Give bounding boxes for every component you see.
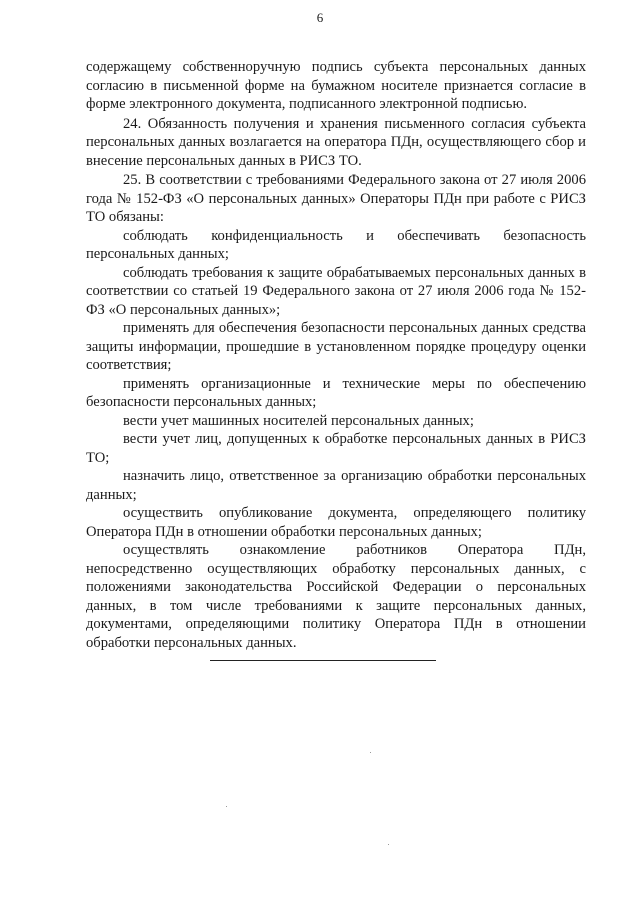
paragraph-item-24: 24. Обязанность получения и хранения письменного согласия субъекта персональных данных возлагается на оператора ПДн, осуществляющего сбор и внесение персональных данных в РИСЗ ТО. — [86, 115, 586, 169]
obligation-personnel-accounting: вести учет лиц, допущенных к обработке персональных данных в РИСЗ ТО; — [86, 431, 586, 466]
scan-speck — [370, 752, 371, 753]
obligation-staff-familiarization: осуществлять ознакомление работников Оператора ПДн, непосредственно осуществляющих обработку персональных данных, с положениями законодательства Российской Федерации о персональных данных, в том числе требованиями к защите персональных данных, документами, определяющими политику Оператора ПДн в отношении обработки персональных данных. — [86, 542, 586, 651]
obligation-protection-requirements: соблюдать требования к защите обрабатываемых персональных данных в соответствии со статьей 19 Федерального закона от 27 июля 2006 года № 152-ФЗ «О персональных данных»; — [86, 264, 586, 318]
obligation-confidentiality: соблюдать конфиденциальность и обеспечивать безопасность персональных данных; — [86, 227, 586, 262]
scan-speck — [226, 806, 227, 807]
obligation-security-tools: применять для обеспечения безопасности персональных данных средства защиты информации, прошедшие в установленном порядке процедуру оценки соответствия; — [86, 320, 586, 373]
scan-speck — [388, 844, 389, 845]
paragraph-item-25: 25. В соответствии с требованиями Федерального закона от 27 июля 2006 года № 152-ФЗ «О персональных данных» Операторы ПДн при работе с РИСЗ ТО обязаны: — [86, 172, 586, 225]
obligation-organizational-measures: применять организационные и технические меры по обеспечению безопасности персональных данных; — [86, 375, 586, 410]
obligation-policy-publication: осуществить опубликование документа, определяющего политику Оператора ПДн в отношении обработки персональных данных; — [86, 505, 586, 540]
end-of-text-rule — [210, 660, 436, 661]
obligation-media-accounting: вести учет машинных носителей персональных данных; — [123, 412, 474, 429]
page-number: 6 — [316, 10, 324, 25]
paragraph-continuation: содержащему собственноручную подпись субъекта персональных данных согласию в письменной форме на бумажном носителе признается согласие в форме электронного документа, подписанного электронной подписью. — [86, 59, 586, 112]
document-body — [86, 58, 586, 652]
obligation-responsible-person: назначить лицо, ответственное за организацию обработки персональных данных; — [86, 468, 586, 503]
